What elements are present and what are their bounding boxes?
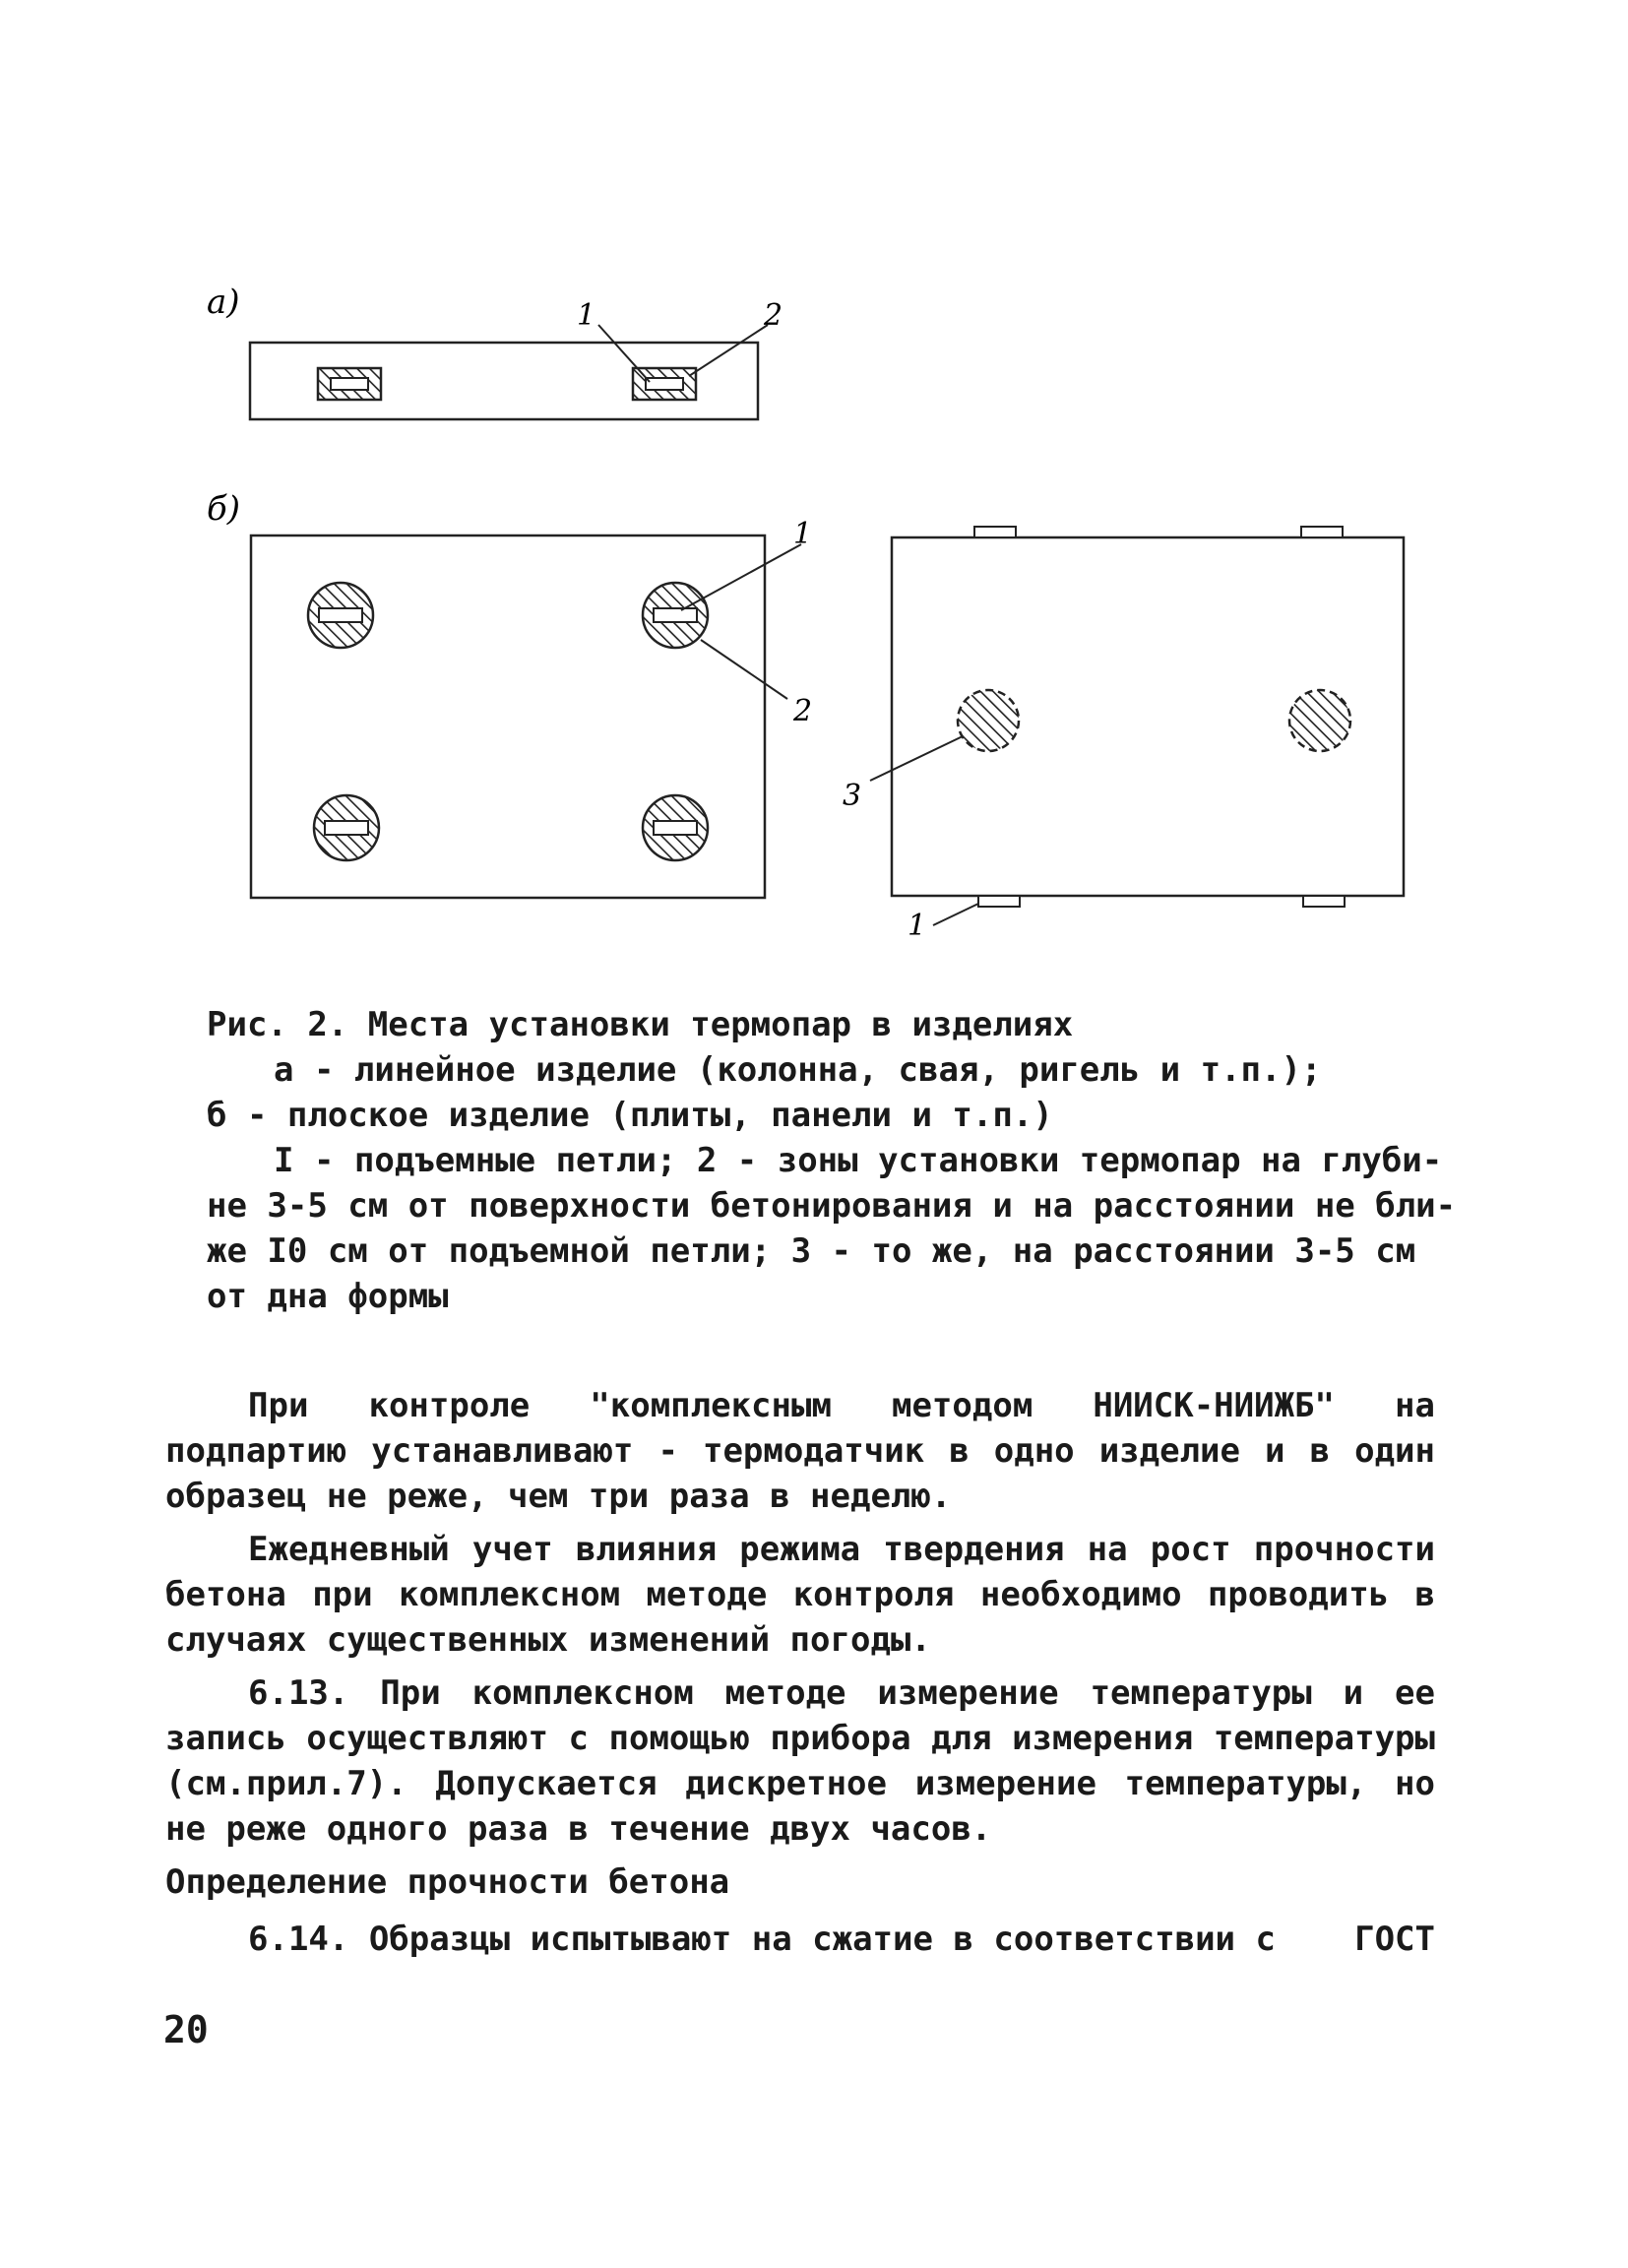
zone-b-side-left: [958, 690, 1019, 751]
label-b: б): [207, 489, 241, 529]
zone-b-bottom-right: [643, 795, 708, 860]
zone-b-side-right: [1289, 690, 1350, 751]
label-a: а): [207, 283, 240, 322]
callout-a-2: 2: [764, 298, 783, 333]
zone-b-top-right: [643, 583, 708, 648]
paragraph: 6.13. При комплексном методе измерение температуры и ее запись осуществляют с помощью прибора для измерения температуры (см.прил.7). Допускается дискретное измерение температуры, но не реже одного раза в течение двух часов.: [165, 1673, 1435, 1849]
lifting-loop-top-right: [1301, 527, 1343, 537]
page-number: 20: [163, 2008, 209, 2051]
lifting-loop-bottom-left: [978, 896, 1020, 907]
callout-b-1: 1: [793, 517, 813, 551]
caption-line: Рис. 2. Места установки термопар в изделиях: [207, 1005, 1074, 1044]
zone-a-left: [318, 368, 381, 400]
callout-b-2: 2: [793, 694, 813, 728]
caption-line: I - подъемные петли; 2 - зоны установки термопар на глуби-: [274, 1141, 1443, 1180]
paragraph: Ежедневный учет влияния режима твердения на рост прочности бетона при комплексном методе контроля необходимо проводить в случаях существенных изменений погоды.: [165, 1530, 1435, 1660]
leader-b-1-side: [933, 904, 978, 925]
leader-a-2: [689, 325, 768, 376]
leader-b-3: [870, 736, 963, 781]
figure-caption: [207, 1002, 1457, 1319]
zone-b-top-left: [308, 583, 373, 648]
paragraph: При контроле "комплексным методом НИИСК-НИИЖБ" на подпартию устанавливают - термодатчик в одно изделие и в один образец не реже, чем три раза в неделю.: [165, 1386, 1435, 1516]
body-text: [165, 1383, 1435, 1970]
lifting-loop-bottom-right: [1303, 896, 1345, 907]
lifting-loop-top-left: [974, 527, 1016, 537]
paragraph: [165, 1917, 1435, 1962]
leader-b-1: [681, 544, 801, 610]
caption-line: б - плоское изделие (плиты, панели и т.п.): [207, 1096, 1053, 1135]
thermocouple-placement-figure: [0, 0, 1628, 984]
paragraph-end: ГОСТ: [1354, 1920, 1435, 1959]
leader-a-1: [598, 325, 650, 382]
section-heading: Определение прочности бетона: [165, 1862, 730, 1902]
paragraph-start: 6.14. Образцы испытывают на сжатие в соответствии с: [248, 1920, 1276, 1959]
caption-line: а - линейное изделие (колонна, свая, ригель и т.п.);: [274, 1050, 1322, 1090]
callout-b-1-side: 1: [908, 909, 927, 943]
callout-a-1: 1: [577, 298, 596, 333]
zone-b-bottom-left: [314, 795, 379, 860]
leader-b-2: [701, 640, 787, 699]
caption-line: от дна формы: [207, 1277, 449, 1316]
caption-line: же I0 см от подъемной петли; 3 - то же, на расстоянии 3-5 см: [207, 1231, 1416, 1271]
caption-line: не 3-5 см от поверхности бетонирования и на расстоянии не бли-: [207, 1186, 1457, 1226]
callout-b-3: 3: [843, 779, 862, 813]
